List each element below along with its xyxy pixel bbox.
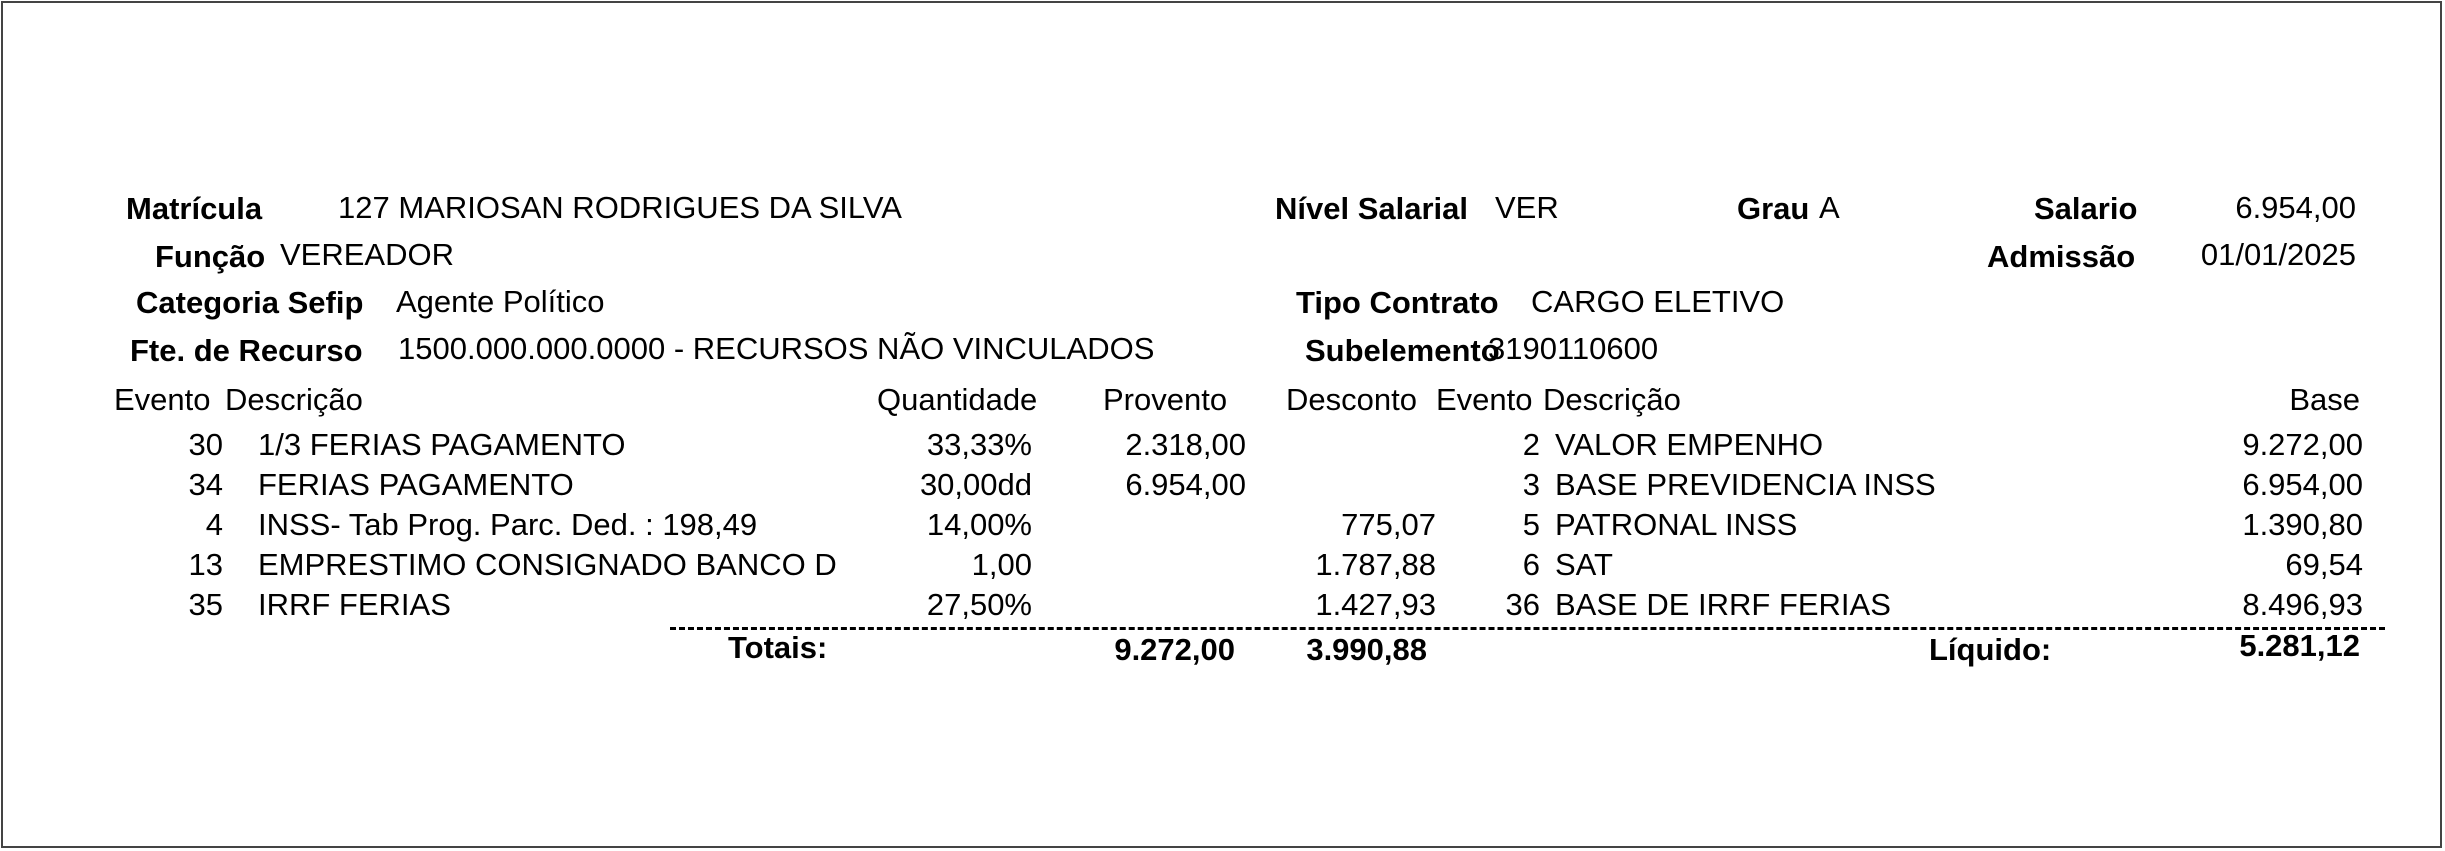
- base-header-evento: Evento: [1436, 382, 1533, 417]
- event-description: IRRF FERIAS: [258, 587, 451, 622]
- base-description: PATRONAL INSS: [1555, 507, 1798, 542]
- base-description: BASE DE IRRF FERIAS: [1555, 587, 1891, 622]
- subelemento-label: Subelemento: [1305, 333, 1500, 368]
- categoria-value: Agente Político: [396, 284, 605, 319]
- event-desconto: 1.787,88: [1315, 547, 1436, 582]
- event-code: 30: [188, 427, 223, 462]
- nivel-salarial-value: VER: [1495, 190, 1559, 225]
- matricula-value: 127 MARIOSAN RODRIGUES DA SILVA: [338, 190, 902, 225]
- event-provento: 2.318,00: [1125, 427, 1246, 462]
- document-frame: [1, 1, 2442, 848]
- salario-value: 6.954,00: [2235, 190, 2356, 225]
- liquido-label: Líquido:: [1929, 632, 2052, 667]
- events-header-quantidade: Quantidade: [877, 382, 1038, 417]
- events-header-evento: Evento: [114, 382, 211, 417]
- funcao-value: VEREADOR: [280, 237, 454, 272]
- salario-label: Salario: [2034, 191, 2138, 226]
- base-value: 1.390,80: [2242, 507, 2363, 542]
- funcao-label: Função: [155, 239, 266, 274]
- base-code: 5: [1522, 507, 1540, 542]
- event-description: EMPRESTIMO CONSIGNADO BANCO D: [258, 547, 837, 582]
- tipo-contrato-value: CARGO ELETIVO: [1531, 284, 1785, 319]
- event-description: FERIAS PAGAMENTO: [258, 467, 574, 502]
- base-value: 8.496,93: [2242, 587, 2363, 622]
- base-code: 36: [1505, 587, 1540, 622]
- events-header-provento: Provento: [1103, 382, 1228, 417]
- base-value: 69,54: [2285, 547, 2363, 582]
- provento-total: 9.272,00: [1114, 632, 1235, 667]
- liquido-value: 5.281,12: [2239, 628, 2360, 663]
- totals-separator: [670, 627, 2385, 630]
- grau-label: Grau: [1737, 191, 1810, 226]
- events-header-descricao: Descrição: [225, 382, 363, 417]
- base-description: SAT: [1555, 547, 1613, 582]
- grau-value: A: [1819, 190, 1840, 225]
- event-desconto: 775,07: [1341, 507, 1436, 542]
- event-code: 34: [188, 467, 223, 502]
- events-header-desconto: Desconto: [1286, 382, 1417, 417]
- base-code: 3: [1522, 467, 1540, 502]
- base-description: VALOR EMPENHO: [1555, 427, 1824, 462]
- base-header-descricao: Descrição: [1543, 382, 1681, 417]
- base-value: 6.954,00: [2242, 467, 2363, 502]
- desconto-total: 3.990,88: [1306, 632, 1427, 667]
- fonte-recurso-value: 1500.000.000.0000 - RECURSOS NÃO VINCULADOS: [398, 331, 1155, 366]
- event-desconto: 1.427,93: [1315, 587, 1436, 622]
- nivel-salarial-label: Nível Salarial: [1275, 191, 1469, 226]
- base-description: BASE PREVIDENCIA INSS: [1555, 467, 1936, 502]
- admissao-label: Admissão: [1987, 239, 2136, 274]
- event-code: 4: [205, 507, 223, 542]
- event-quantity: 30,00dd: [919, 467, 1032, 502]
- admissao-value: 01/01/2025: [2200, 237, 2356, 272]
- event-code: 35: [188, 587, 223, 622]
- event-provento: 6.954,00: [1125, 467, 1246, 502]
- event-quantity: 33,33%: [926, 427, 1032, 462]
- event-description: INSS- Tab Prog. Parc. Ded. : 198,49: [258, 507, 758, 542]
- event-quantity: 1,00: [971, 547, 1032, 582]
- base-code: 6: [1522, 547, 1540, 582]
- base-header-base: Base: [2289, 382, 2360, 417]
- base-value: 9.272,00: [2242, 427, 2363, 462]
- categoria-label: Categoria Sefip: [136, 285, 364, 320]
- event-quantity: 14,00%: [926, 507, 1032, 542]
- totais-label: Totais:: [728, 630, 828, 665]
- event-quantity: 27,50%: [926, 587, 1032, 622]
- fonte-recurso-label: Fte. de Recurso: [130, 333, 363, 368]
- subelemento-value: 3190110600: [1488, 331, 1659, 366]
- event-code: 13: [188, 547, 223, 582]
- event-description: 1/3 FERIAS PAGAMENTO: [258, 427, 626, 462]
- matricula-label: Matrícula: [126, 191, 263, 226]
- base-code: 2: [1522, 427, 1540, 462]
- tipo-contrato-label: Tipo Contrato: [1296, 285, 1499, 320]
